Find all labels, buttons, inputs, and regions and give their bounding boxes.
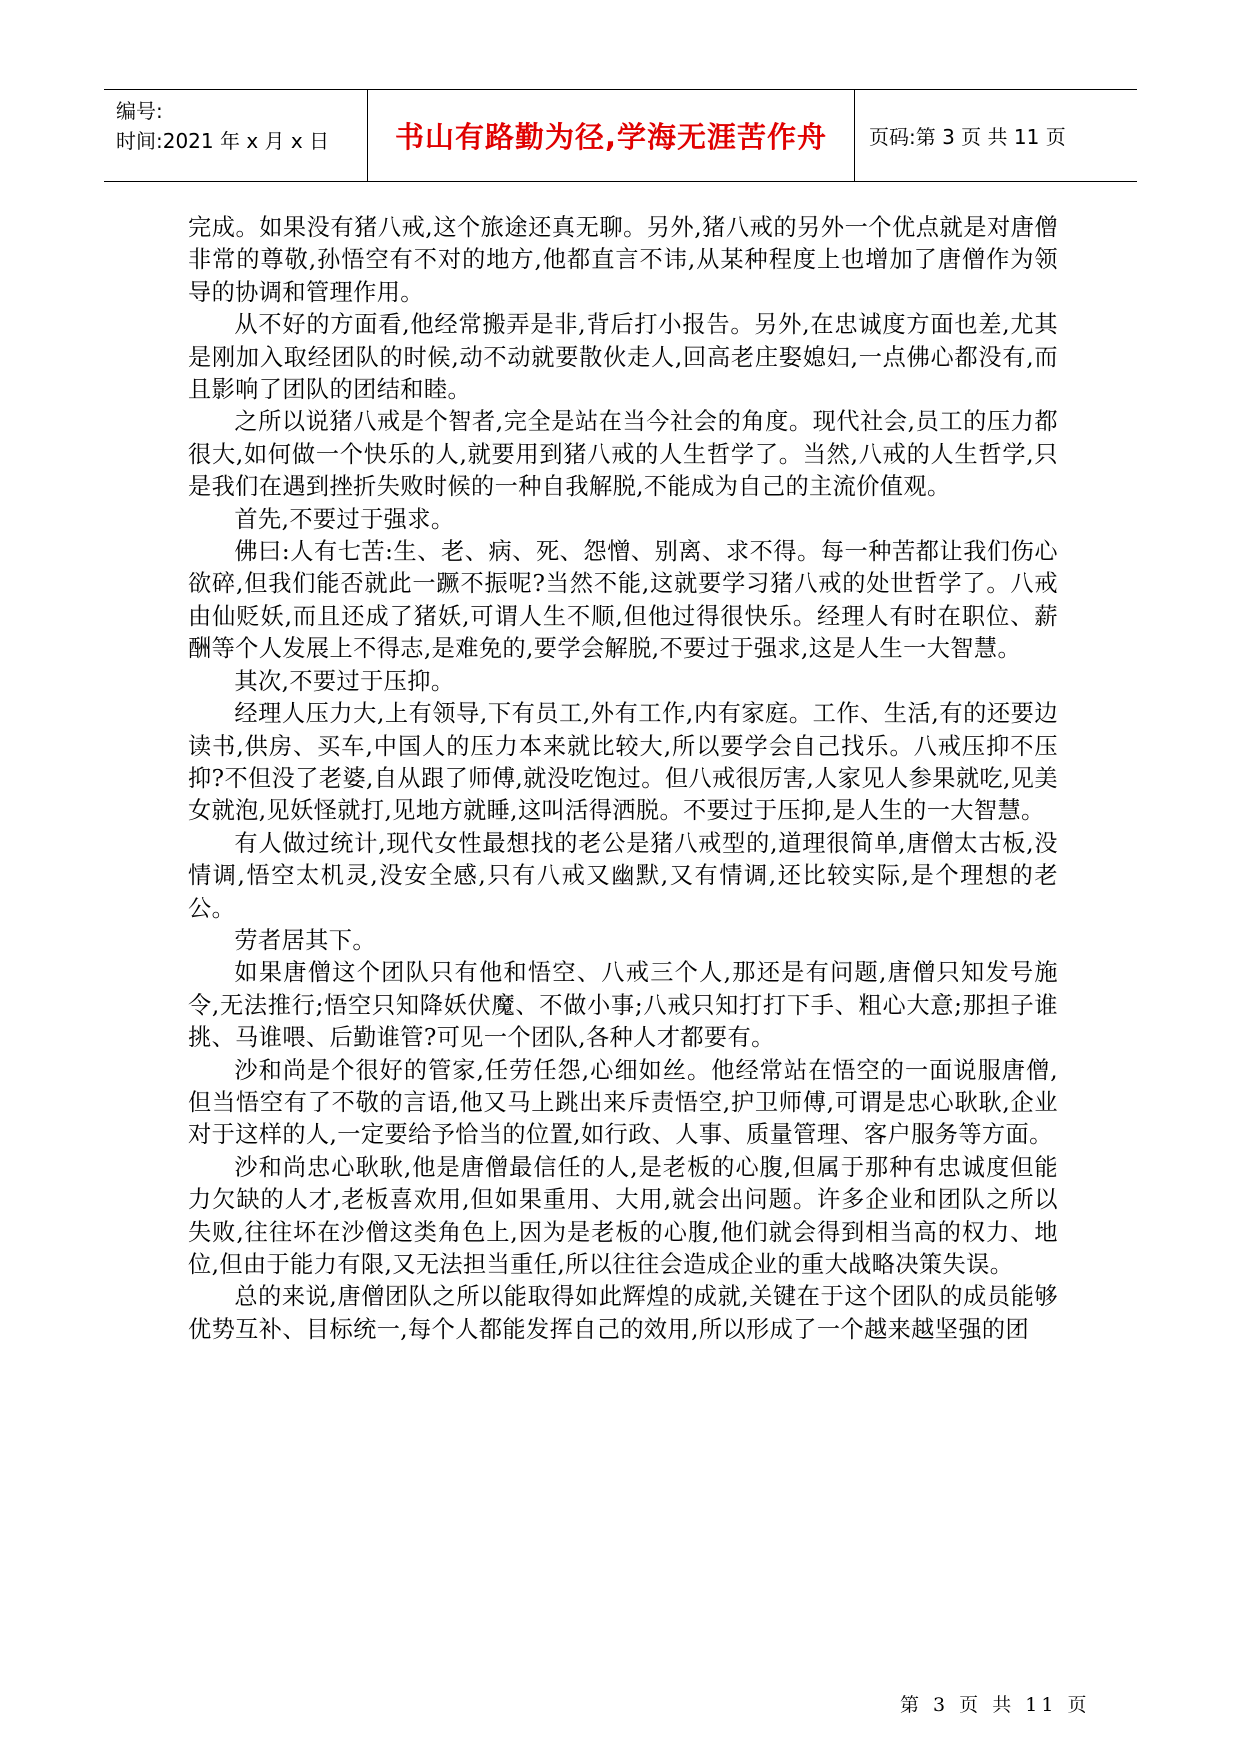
document-body xyxy=(188,212,1058,1346)
paragraph: 有人做过统计,现代女性最想找的老公是猪八戒型的,道理很简单,唐僧太古板,没情调,悟空太机灵,没安全感,只有八戒又幽默,又有情调,还比较实际,是个理想的老公。 xyxy=(188,829,1058,922)
paragraph: 佛曰:人有七苦:生、老、病、死、怨憎、别离、求不得。每一种苦都让我们伤心欲碎,但我们能否就此一蹶不振呢?当然不能,这就要学习猪八戒的处世哲学了。八戒由仙贬妖,而且还成了猪妖,可谓人生不顺,但他过得很快乐。经理人有时在职位、薪酬等个人发展上不得志,是难免的,要学会解脱,不要过于强求,这是人生一大智慧。 xyxy=(188,538,1058,663)
paragraph: 总的来说,唐僧团队之所以能取得如此辉煌的成就,关键在于这个团队的成员能够优势互补、目标统一,每个人都能发挥自己的效用,所以形成了一个越来越坚强的团 xyxy=(188,1283,1058,1343)
paragraph: 从不好的方面看,他经常搬弄是非,背后打小报告。另外,在忠诚度方面也差,尤其是刚加入取经团队的时候,动不动就要散伙走人,回高老庄娶媳妇,一点佛心都没有,而且影响了团队的团结和睦。 xyxy=(188,311,1058,404)
number-label: 编号: xyxy=(116,99,163,123)
time-label: 时间:2021 年 x 月 x 日 xyxy=(116,129,330,153)
paragraph: 劳者居其下。 xyxy=(234,926,376,954)
page-header xyxy=(104,89,1137,182)
paragraph: 如果唐僧这个团队只有他和悟空、八戒三个人,那还是有问题,唐僧只知发号施令,无法推行;悟空只知降妖伏魔、不做小事;八戒只知打打下手、粗心大意;那担子谁挑、马谁喂、后勤谁管?可见一个团队,各种人才都要有。 xyxy=(188,959,1058,1052)
paragraph: 沙和尚是个很好的管家,任劳任怨,心细如丝。他经常站在悟空的一面说服唐僧,但当悟空有了不敬的言语,他又马上跳出来斥责悟空,护卫师傅,可谓是忠心耿耿,企业对于这样的人,一定要给予恰当的位置,如行政、人事、质量管理、客户服务等方面。 xyxy=(188,1056,1058,1149)
paragraph: 之所以说猪八戒是个智者,完全是站在当今社会的角度。现代社会,员工的压力都很大,如何做一个快乐的人,就要用到猪八戒的人生哲学了。当然,八戒的人生哲学,只是我们在遇到挫折失败时候的一种自我解脱,不能成为自己的主流价值观。 xyxy=(188,408,1058,501)
paragraph: 首先,不要过于强求。 xyxy=(234,505,455,533)
paragraph: 沙和尚忠心耿耿,他是唐僧最信任的人,是老板的心腹,但属于那种有忠诚度但能力欠缺的人才,老板喜欢用,但如果重用、大用,就会出问题。许多企业和团队之所以失败,往往坏在沙僧这类角色上,因为是老板的心腹,他们就会得到相当高的权力、地位,但由于能力有限,又无法担当重任,所以往往会造成企业的重大战略决策失误。 xyxy=(188,1153,1058,1278)
paragraph: 其次,不要过于压抑。 xyxy=(234,667,455,695)
header-motto: 书山有路勤为径,学海无涯苦作舟 xyxy=(368,90,855,181)
paragraph: 完成。如果没有猪八戒,这个旅途还真无聊。另外,猪八戒的另外一个优点就是对唐僧非常的尊敬,孙悟空有不对的地方,他都直言不讳,从某种程度上也增加了唐僧作为领导的协调和管理作用。 xyxy=(188,214,1058,306)
header-meta xyxy=(104,90,368,181)
paragraph: 经理人压力大,上有领导,下有员工,外有工作,内有家庭。工作、生活,有的还要边读书,供房、买车,中国人的压力本来就比较大,所以要学会自己找乐。八戒压抑不压抑?不但没了老婆,自从跟了师傅,就没吃饱过。但八戒很厉害,人家见人参果就吃,见美女就泡,见妖怪就打,见地方就睡,这叫活得洒脱。不要过于压抑,是人生的一大智慧。 xyxy=(188,700,1058,825)
page-footer: 第 3 页 共 11 页 xyxy=(900,1694,1091,1716)
header-page-label: 页码:第 3 页 共 11 页 xyxy=(869,125,1066,149)
